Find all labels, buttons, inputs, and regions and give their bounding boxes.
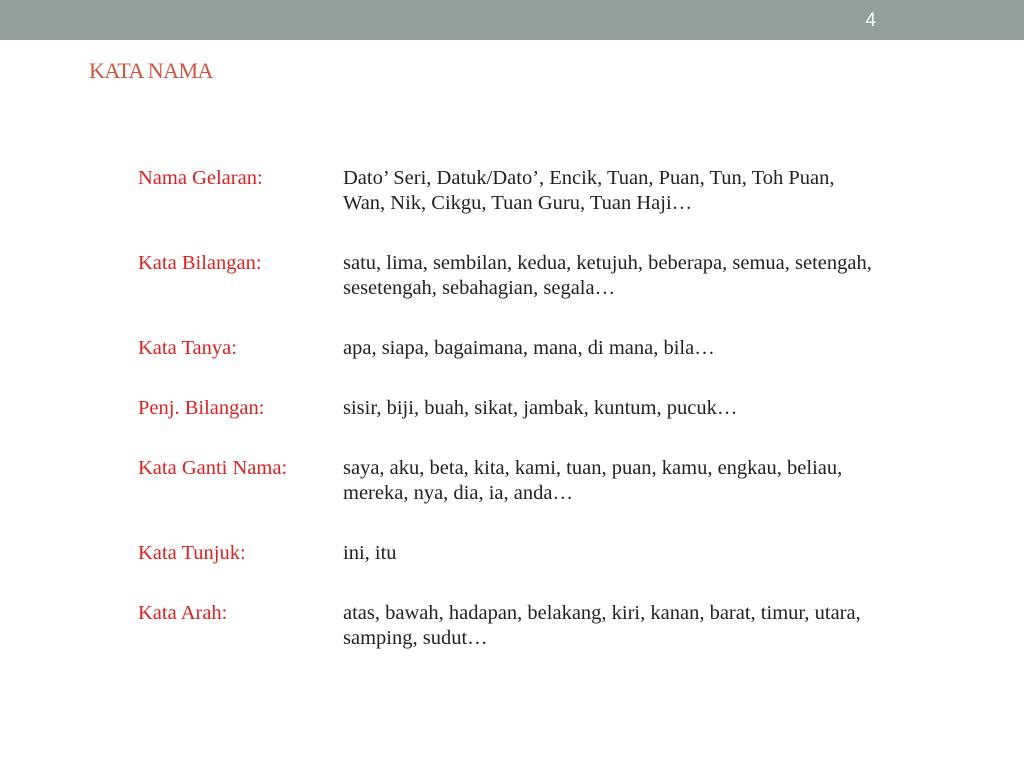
term-colon: : xyxy=(221,602,228,624)
term-colon: : xyxy=(231,337,237,359)
slide-number: 4 xyxy=(865,10,876,31)
term-definition: sisir, biji, buah, sikat, jambak, kuntum, pucuk… xyxy=(343,397,738,419)
term-label: Nama Gelaran xyxy=(138,167,257,189)
slide-title: KATA NAMA xyxy=(89,58,213,83)
term-colon: : xyxy=(256,167,263,189)
term-label: Kata Tanya xyxy=(138,337,232,359)
term-label: Kata Tunjuk xyxy=(138,542,240,564)
term-colon: : xyxy=(255,252,262,274)
term-label: Kata Arah xyxy=(138,602,222,624)
term-label: Penj. Bilangan xyxy=(138,397,259,419)
term-definition: ini, itu xyxy=(343,542,397,564)
term-colon: : xyxy=(281,457,288,479)
term-colon: : xyxy=(258,397,265,419)
term-definition: satu, lima, sembilan, kedua, ketujuh, beberapa, semua, setengah, sesetengah, sebahagian, segala… xyxy=(343,252,872,299)
term-colon: : xyxy=(239,542,246,564)
term-label: Kata Ganti Nama xyxy=(138,457,282,479)
term-definition: Dato’ Seri, Datuk/Dato’, Encik, Tuan, Puan, Tun, Toh Puan, Wan, Nik, Cikgu, Tuan Guru, Tuan Haji… xyxy=(343,167,835,214)
term-definition: saya, aku, beta, kita, kami, tuan, puan, kamu, engkau, beliau, mereka, nya, dia, ia, anda… xyxy=(343,457,843,504)
term-label: Kata Bilangan xyxy=(138,252,256,274)
term-definition: apa, siapa, bagaimana, mana, di mana, bila… xyxy=(343,337,715,359)
term-definition: atas, bawah, hadapan, belakang, kiri, kanan, barat, timur, utara, samping, sudut… xyxy=(343,602,861,649)
slide-header-bar xyxy=(0,0,1024,40)
